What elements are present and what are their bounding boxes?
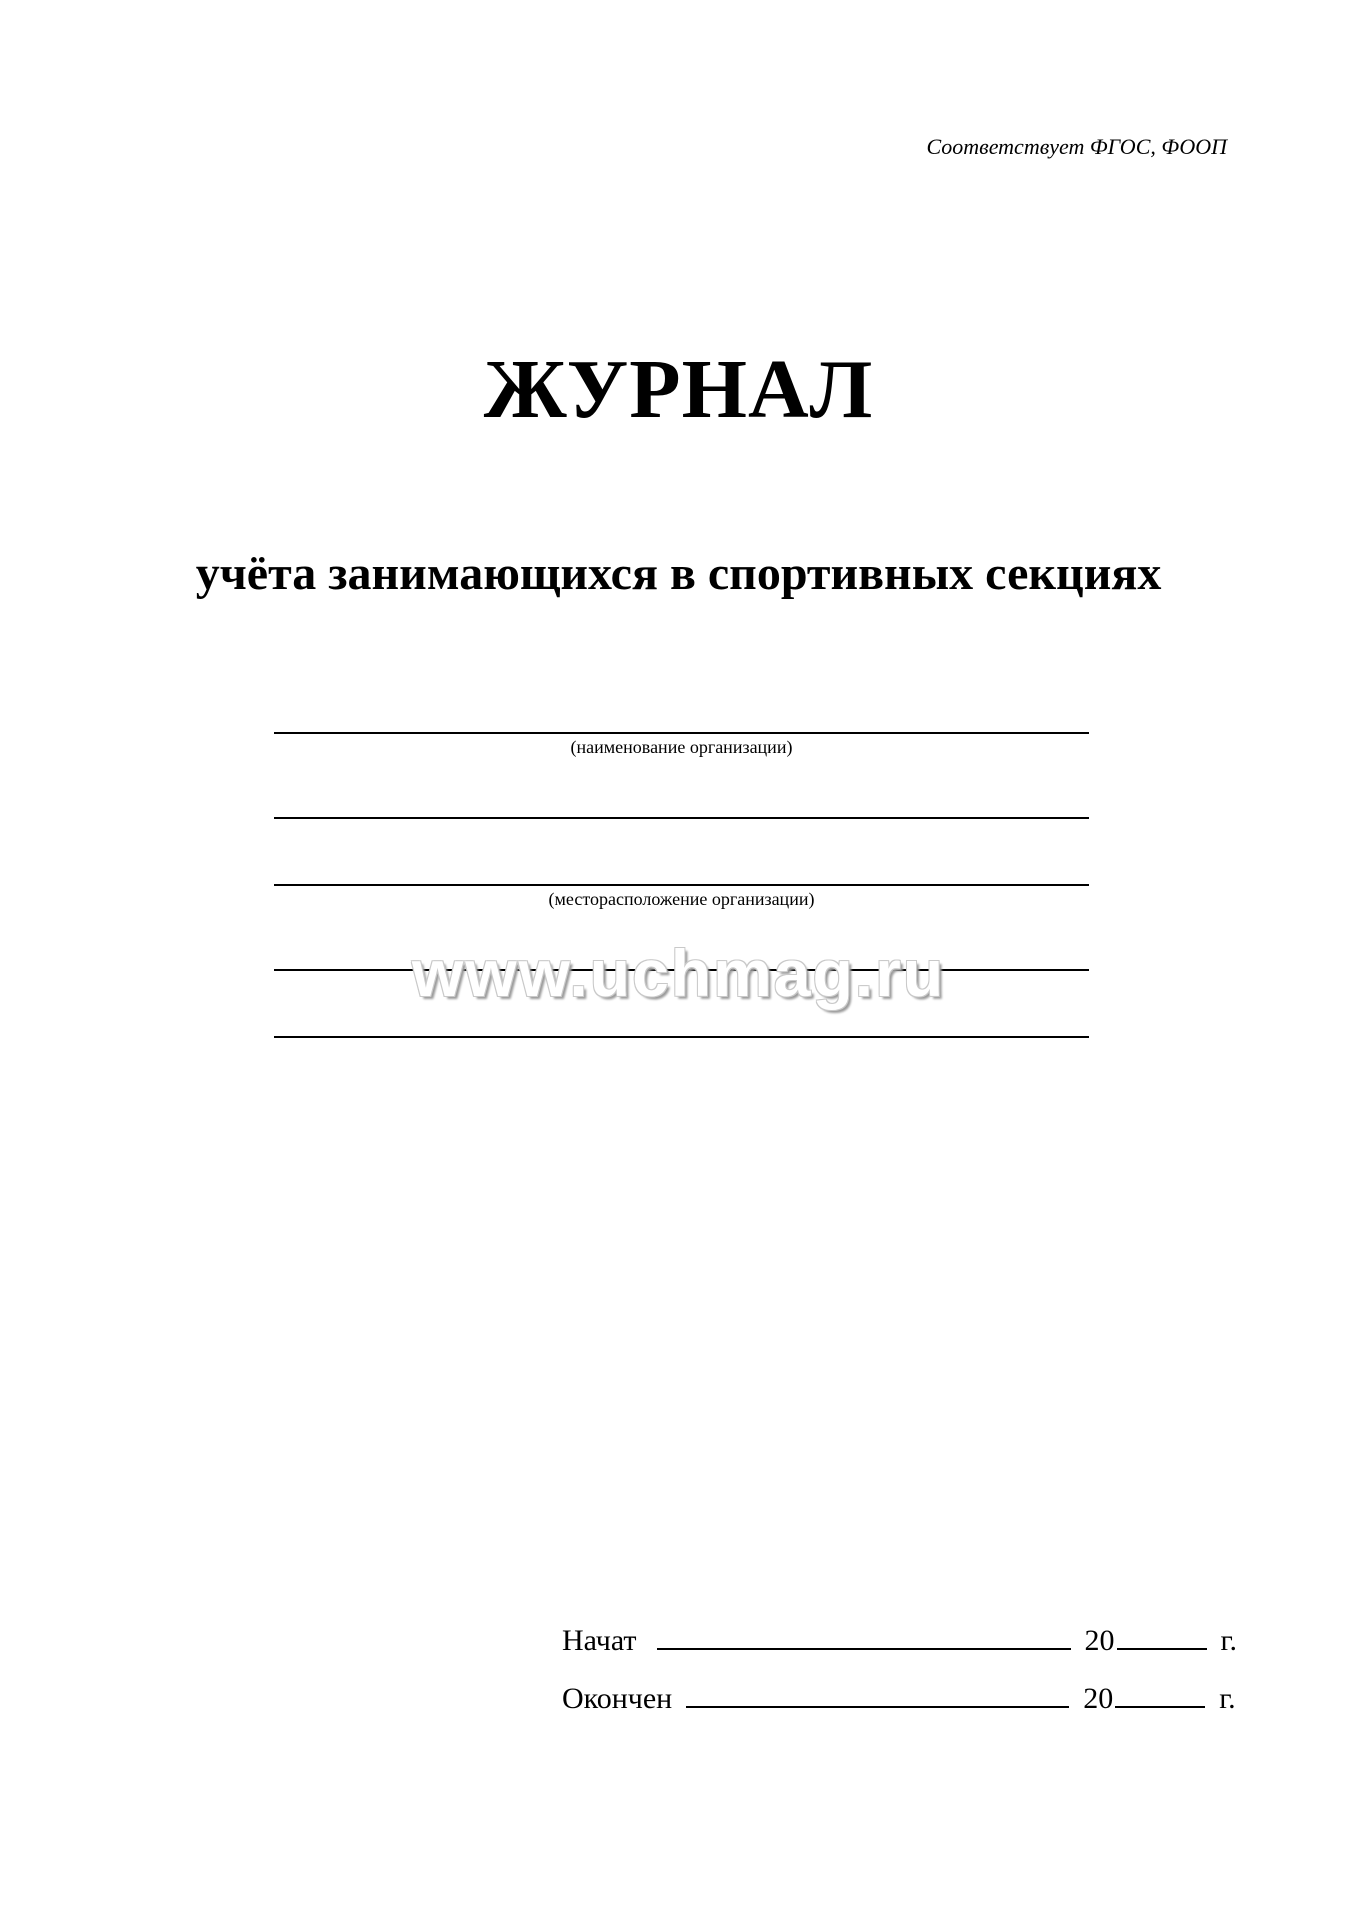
organization-name-line-2 — [274, 817, 1089, 819]
ended-date-row — [562, 1680, 1236, 1714]
compliance-note: Соответствует ФГОС, ФООП — [926, 134, 1227, 159]
started-year-prefix: 20 — [1084, 1624, 1115, 1657]
organization-location-caption: (месторасположение организации) — [548, 889, 815, 909]
ended-year-blank — [1115, 1680, 1205, 1708]
organization-location-line-1 — [274, 884, 1089, 886]
journal-title: ЖУРНАЛ — [483, 343, 874, 436]
organization-name-caption: (наименование организации) — [570, 737, 793, 757]
started-date-row — [562, 1622, 1237, 1656]
organization-location-line-3 — [274, 1036, 1089, 1038]
ended-date-blank — [686, 1680, 1069, 1708]
ended-year-suffix: г. — [1219, 1682, 1236, 1715]
started-year-blank — [1117, 1622, 1207, 1650]
started-date-blank — [657, 1622, 1071, 1650]
started-year-suffix: г. — [1220, 1624, 1237, 1657]
journal-subtitle: учёта занимающихся в спортивных секциях — [195, 547, 1162, 600]
organization-name-line-1 — [274, 732, 1089, 734]
watermark: www.uchmag.ru — [411, 936, 946, 1010]
ended-label: Окончен — [562, 1682, 673, 1715]
started-label: Начат — [562, 1624, 637, 1657]
ended-year-prefix: 20 — [1083, 1682, 1114, 1715]
